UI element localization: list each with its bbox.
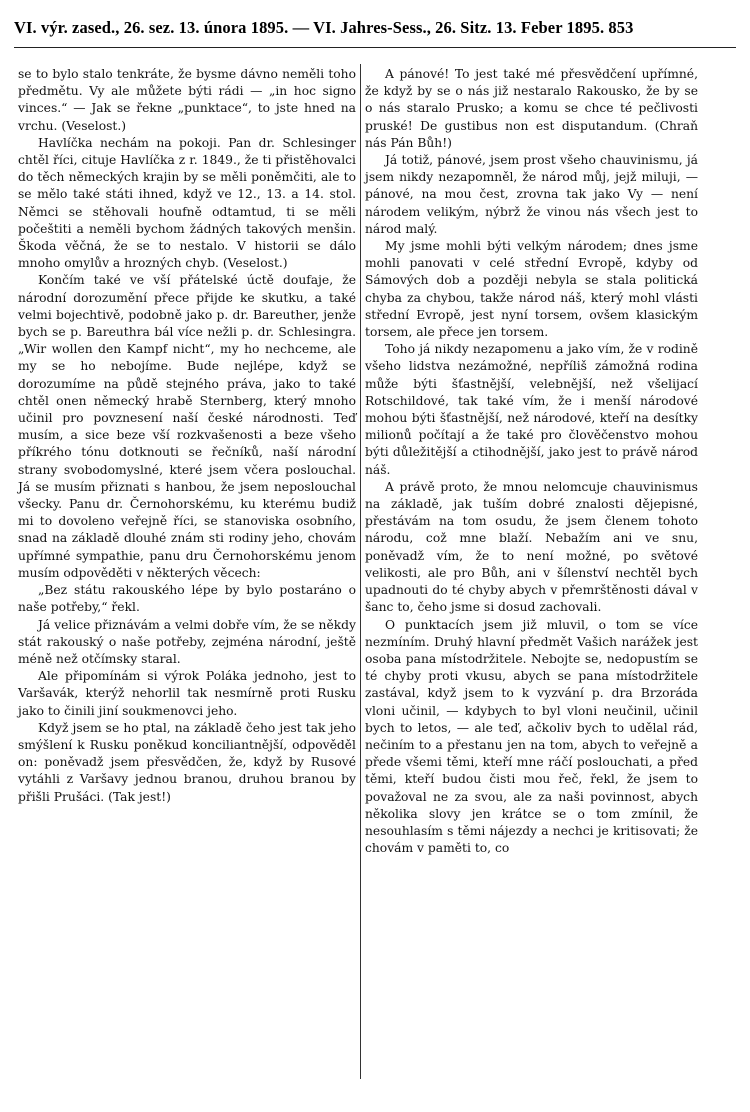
header-rule [14,47,736,48]
left-column [18,66,356,806]
right-paragraph-2: Já totiž, pánové, jsem prost všeho chauvinismu, já jsem nikdy nezapomněl, že národ můj, jejž miluji, — pánové, na mou čest, zrovna tak jako Vy — není národem velikým, nýbrž že vinou nás všech jest to národ malý. [365,153,698,236]
left-paragraph-4: „Bez státu rakouského lépe by bylo postaráno o naše potřeby,“ řekl. [18,583,356,615]
left-paragraph-7: Když jsem se ho ptal, na základě čeho jest tak jeho smýšlení k Rusku poněkud konciliantnější, odpověděl on: poněvadž jsem přesvědčen, že, když by Rusové vytáhli z Varšavy jednou branou, druhou branou by přišli Prušáci. (Tak jest!) [18,720,356,804]
right-paragraph-3: My jsme mohli býti velkým národem; dnes jsme mohli panovati v celé střední Evropě, kdyby od Sámových dob a později nebyla se stala politická chyba za chybou, takže národ náš, který mohl vlásti střední Evropě, jest nyní torsem, ovšem klasickým torsem, ale přece jen torsem. [365,239,698,340]
left-paragraph-2: Havlíčka nechám na pokoji. Pan dr. Schlesinger chtěl říci, cituje Havlíčka z r. 1849., že ti přistěhovalci do těch německých krajin by se měli poněmčiti, ale to se mělo také státi ihned, když ve 12., 13. a 14. stol. Němci se stěhovali houfně odtamtud, ti se měli počeštiti a neměli bychom žádných takových menšin. Škoda věčná, že se to nestalo. V historii se dálo mnoho omylův a hrozných chyb. (Veselost.) [18,135,356,271]
right-paragraph-5: A právě proto, že mnou nelomcuje chauvinismus na základě, jak tuším dobré znalosti dějepisné, přestávám na tom osudu, že jsem členem tohoto národu, což mne blaží. Nebažím ani ve snu, poněvadž vím, že to není možné, po světové velikosti, ale pro Bůh, ani v šílenství nechtěl bych upadnouti do té chyby abych v přemrštěnosti dával v šanc to, čeho jsme si dosud zachovali. [365,479,698,615]
right-column [365,66,698,857]
running-header: VI. výr. zased., 26. sez. 13. února 1895. — VI. Jahres-Sess., 26. Sitz. 13. Feber 1895. 853 [14,18,634,37]
left-paragraph-5: Já velice přiznávám a velmi dobře vím, že se někdy stát rakouský o naše potřeby, zejména národní, ještě méně než otčímsky staral. [18,617,356,666]
column-divider [360,64,361,1079]
right-paragraph-4: Toho já nikdy nezapomenu a jako vím, že v rodině všeho lidstva nezámožné, nepříliš zámožná rodina může býti šťastnější, velebnější, než všelijací Rotschildové, tak také vím, že i menší národové mohou býti šťastnější, než národové, kteří na desítky milionů počítají a že také pro člověčenstvo mohou býti důležitější a ctihodnější, jako jest to právě národ náš. [365,342,698,477]
left-paragraph-1: se to bylo stalo tenkráte, že bysme dávno neměli toho předmětu. Vy ale můžete býti rádi — „in hoc signo vinces.“ — Jak se řekne „punktace“, to jste hned na vrchu. (Veselost.) [18,67,356,133]
left-paragraph-6: Ale připomínám si výrok Poláka jednoho, jest to Varšavák, kterýž nehorlil tak nesmírně proti Rusku jako to činili jiní soukmenovci jeho. [18,669,356,718]
right-paragraph-1: A pánové! To jest také mé přesvědčení upřímné, že když by se o nás již nestaralo Rakousko, že by se o nás staralo Prusko; a komu se chce té pečlivosti pruské! De gustibus non est disputandum. (Chraň nás Pán Bůh!) [365,67,698,150]
right-paragraph-6: O punktacích jsem již mluvil, o tom se více nezmíním. Druhý hlavní předmět Vašich narážek jest osoba pana místodržitele. Nebojte se, nedopustím se té chyby proti vkusu, abych se pana místodržitele zastával, když jsem to k vyzvání p. dra Brzoráda vloni učinil, — kdybych to byl vloni neučinil, učinil bych to letos, — ale teď, ačkoliv bych to udělal rád, nečiním to a přestanu jen na tom, abych to veřejně a přede všemi těmi, kteří mne ráčí poslouchati, a před těmi, kteří budou čisti mou řeč, řekl, že jsem to považoval ne za svou, ale za naši povinnost, abych několika slovy jen krátce se o tom zmínil, že nesouhlasím s těmi nájezdy a nechci je kritisovati; že chovám v paměti to, co [365,617,698,856]
left-paragraph-3: Končím také ve vší přátelské úctě doufaje, že národní dorozumění přece přijde ke skutku, a také velmi bojechtivě, podobně jako p. dr. Bareuther, jenže bych se p. Bareuthra bál více nežli p. dr. Schlesingra. „Wir wollen den Kampf nicht“, my ho nechceme, ale my se ho nebojíme. Bude nejlépe, když se dorozumíme na půdě stejného práva, jako to také chtěl onen německý hrabě Sternberg, který mnoho učinil pro povznesení naší české národnosti. Teď musím, a sice beze vší rozkvašenosti a beze všeho příkrého tónu dotknouti se řečníků, naší národní strany svobodomyslné, které jsem včera poslouchal. Já se musím přiznati s hanbou, že jsem neposlouchal všecky. Panu dr. Černohorskému, ku kterému budiž mi to dovoleno veřejně říci, se stanoviska osobního, snad na základě dlouhé znám sti rodiny jeho, chovám upřímné sympathie, panu dru Černohorskému jenom musím odpověděti v některých věcech: [18,273,356,580]
